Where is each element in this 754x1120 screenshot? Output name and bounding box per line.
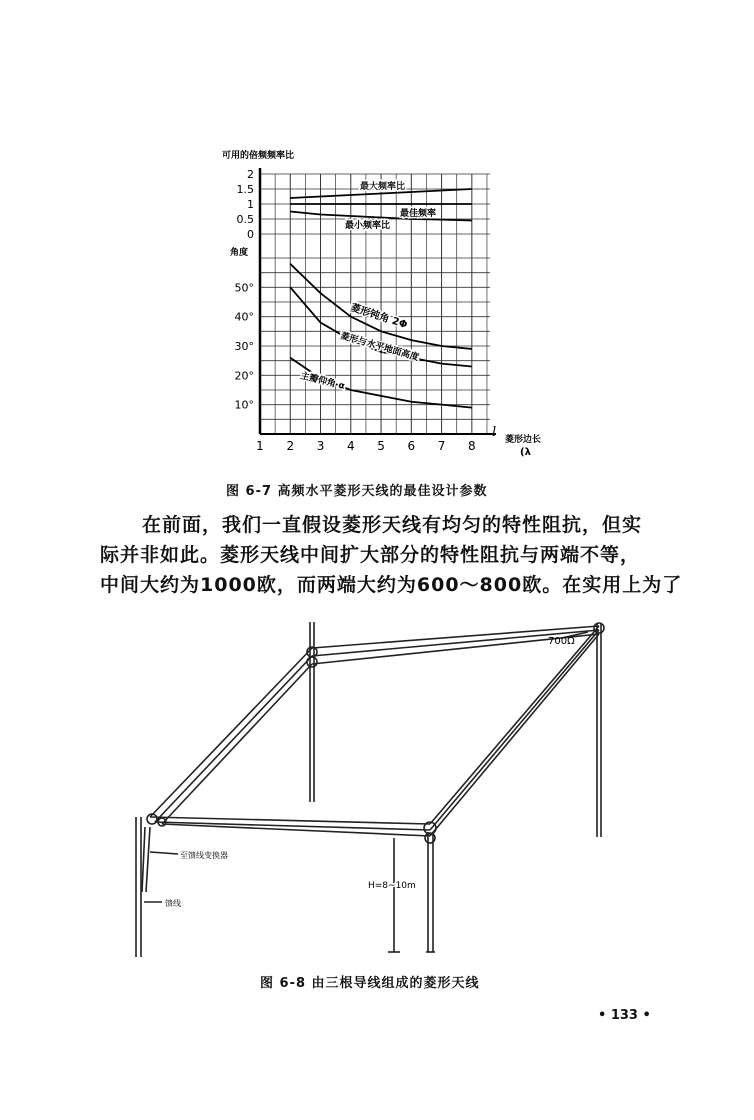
design-parameter-chart bbox=[200, 138, 580, 468]
y-tick-label: 40° bbox=[234, 310, 254, 324]
x-axis-unit: (λ bbox=[520, 447, 531, 458]
label-rhombic-angle: 菱形钝角 2Φ bbox=[349, 302, 409, 332]
figure-6-8-caption: 图 6-8 由三根导线组成的菱形天线 bbox=[260, 976, 480, 991]
y-tick-label: 20° bbox=[234, 369, 254, 383]
y-tick-label: 1 bbox=[247, 198, 254, 211]
label-height: 菱形与水平地面高度 bbox=[339, 331, 420, 364]
y-tick-label: 0.5 bbox=[236, 213, 254, 226]
x-axis-label: 菱形边长 bbox=[505, 435, 542, 445]
feed-line-label: 至馈线变换器 bbox=[180, 851, 228, 860]
feeder-label: 馈线 bbox=[165, 899, 181, 908]
rhombic-antenna-drawing bbox=[100, 612, 640, 962]
l-marker: l bbox=[492, 425, 497, 440]
y-tick-label: 0 bbox=[247, 228, 254, 241]
x-tick-label: 7 bbox=[437, 439, 446, 453]
x-tick-label: 4 bbox=[346, 439, 355, 453]
y-tick-label: 10° bbox=[234, 398, 254, 412]
figure-6-7-caption: 图 6-7 高频水平菱形天线的最佳设计参数 bbox=[226, 484, 488, 499]
paragraph-line-1: 在前面，我们一直假设菱形天线有均匀的特性阻抗，但实 bbox=[142, 514, 643, 536]
angle-axis-title: 角度 bbox=[230, 248, 249, 258]
paragraph-line-2: 际并非如此。菱形天线中间扩大部分的特性阻抗与两端不等， bbox=[100, 544, 641, 566]
top-axis-title: 可用的倍频频率比 bbox=[222, 151, 295, 161]
x-tick-label: 6 bbox=[407, 439, 416, 453]
label-min-freq-ratio: 最小频率比 bbox=[345, 221, 391, 231]
y-tick-label: 1.5 bbox=[236, 183, 254, 196]
label-max-freq-ratio: 最大频率比 bbox=[360, 182, 406, 192]
y-tick-label: 2 bbox=[247, 168, 254, 181]
x-tick-label: 8 bbox=[468, 439, 476, 453]
resistor-label: 700Ω bbox=[548, 636, 575, 647]
x-tick-label: 5 bbox=[377, 439, 385, 453]
y-tick-label: 30° bbox=[234, 340, 254, 353]
chart-grid bbox=[260, 168, 496, 434]
antenna-wire bbox=[150, 648, 312, 817]
height-label: H=8~10m bbox=[368, 881, 416, 891]
page-number: • 133 • bbox=[598, 1008, 651, 1023]
y-tick-label: 50° bbox=[234, 281, 254, 295]
label-elevation: 主瓣仰角 α bbox=[299, 371, 346, 392]
x-tick-label: 2 bbox=[286, 439, 295, 453]
body-paragraph bbox=[100, 510, 683, 600]
label-best-freq: 最佳频率 bbox=[400, 209, 437, 219]
x-tick-label: 3 bbox=[316, 439, 325, 453]
x-tick-label: 1 bbox=[256, 439, 264, 453]
paragraph-line-3: 中间大约为1000欧，而两端大约为600～800欧。在实用上为了 bbox=[100, 574, 683, 596]
